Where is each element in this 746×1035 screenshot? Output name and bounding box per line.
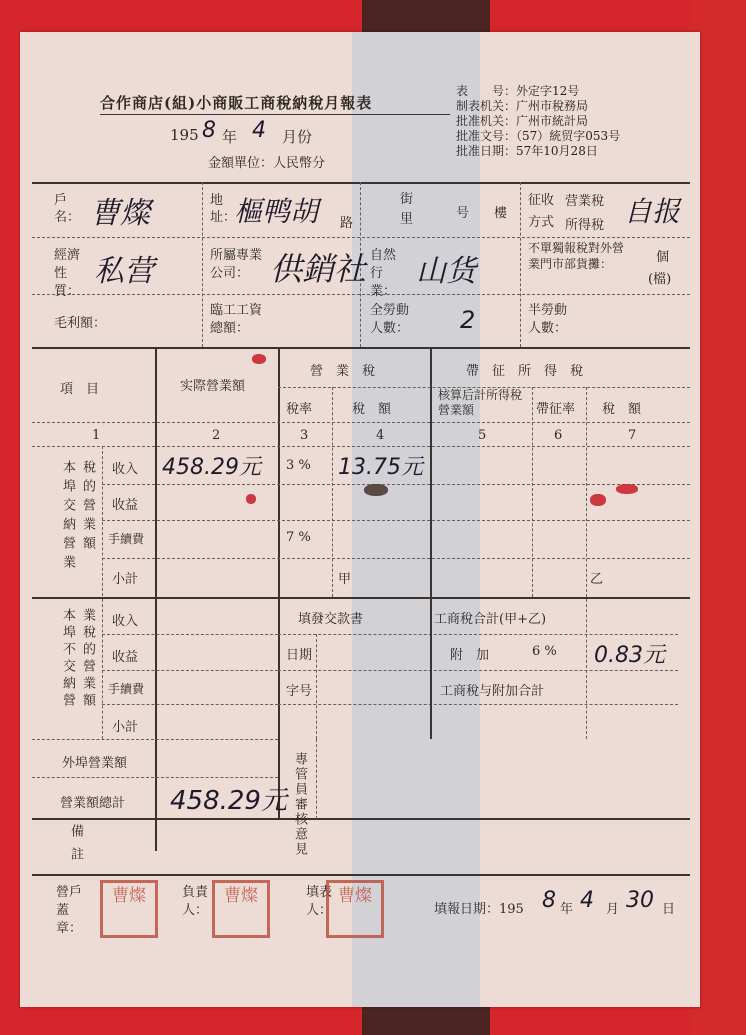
table-col-line [278, 349, 280, 819]
table-row-line [32, 818, 690, 820]
table-row-line [102, 484, 690, 485]
meta-line: 批准文号：（57）統贸字053号 [456, 129, 621, 143]
report-date-day: 30 [626, 888, 654, 913]
header-row-divider [32, 237, 690, 238]
table-row-line [32, 739, 278, 740]
row-income: 收入 [112, 462, 139, 477]
full-labor-label: 全勞動人數： [370, 303, 410, 336]
number-label: 号 [456, 206, 470, 221]
remarks-label: 備註 [68, 824, 83, 870]
section1-sublabel: 稅的營業額 [80, 460, 95, 555]
grand-total-label: 營業額總計 [60, 796, 126, 811]
meta-line: 批准日期：57年10月28日 [456, 144, 598, 158]
header-top-border [32, 182, 690, 184]
section1-label: 本埠交納營業 [60, 460, 75, 574]
stall-unit: 個 [656, 250, 670, 265]
table-bottom-border [32, 874, 690, 876]
row-fee: 手續費 [108, 532, 145, 546]
meta-line: 批准机关：广州市統計局 [456, 114, 589, 128]
income-tax-label: 所得稅 [565, 218, 605, 233]
col-number: 3 [300, 428, 309, 443]
section2-sublabel: 業稅的營業額 [80, 608, 95, 710]
table-row-line [102, 520, 690, 521]
report-date-year: 8 [542, 888, 556, 913]
red-ink-blot [616, 484, 638, 494]
title-underline [100, 114, 450, 115]
year-prefix: 195 [170, 126, 199, 144]
natural-industry-value: 山货 [416, 254, 476, 289]
col-number: 6 [554, 428, 563, 443]
rate-3: 3 % [286, 458, 311, 473]
fill-receipt-label: 填發交款書 [298, 612, 364, 627]
table-col-line [532, 387, 533, 597]
col-number: 5 [478, 428, 487, 443]
surcharge-rate: 6 % [532, 644, 557, 659]
table-col-line [586, 599, 587, 739]
table-section-border [32, 597, 690, 599]
table-col-line [155, 349, 157, 851]
mark-yi: 乙 [590, 572, 604, 587]
table-row-line [32, 422, 690, 423]
household-name-label: 戶名： [54, 193, 81, 225]
tax-plus-surcharge-label: 工商稅与附加合計 [440, 684, 545, 699]
currency-unit: 金額單位：人民幣分 [208, 156, 326, 171]
row-income: 收入 [112, 614, 139, 629]
temp-wages-label: 臨工工資總額： [210, 303, 263, 336]
meta-line: 制表机关：广州市稅務局 [456, 99, 589, 113]
table-col-line [102, 599, 103, 739]
table-row-line [102, 704, 278, 705]
economic-nature-value: 私营 [94, 254, 154, 289]
form-title: 合作商店(組)小商販工商稅納稅月報表 [100, 94, 373, 112]
street-label: 街里 [400, 192, 414, 227]
rate-7: 7 % [286, 530, 311, 545]
header-row-divider [32, 294, 690, 295]
stall-count-label: 不單獨報稅對外營業門市部貨攤： [528, 241, 625, 271]
economic-nature-label: 經濟性質： [54, 248, 81, 299]
report-date-year-label: 年 [560, 902, 574, 917]
table-row-line [278, 704, 678, 705]
table-top-border [32, 347, 690, 349]
household-name-value: 曹燦 [90, 196, 150, 231]
col-levy-amount: 稅 額 [602, 402, 642, 417]
natural-industry-label: 自然行業： [370, 248, 397, 299]
header-col-divider [520, 182, 521, 347]
serial-label: 字号 [286, 684, 313, 699]
year-label: 年 [222, 128, 238, 146]
tax-value: 13.75元 [338, 455, 423, 480]
table-col-line [430, 599, 432, 739]
col-levy-rate: 帶征率 [536, 402, 576, 417]
col-income-tax: 帶 征 所 得 稅 [466, 364, 584, 379]
surcharge-label: 附 加 [450, 648, 490, 663]
reviewer-label: 專管員審核意見 [292, 752, 307, 857]
form-filler-label: 填表人： [306, 885, 333, 918]
table-row-line [102, 558, 690, 559]
table-row-line [102, 670, 278, 671]
table-row-line [102, 634, 278, 635]
table-row-line [278, 634, 678, 635]
full-labor-value: 2 [460, 306, 476, 334]
address-value: 樞鸭胡 [234, 195, 319, 228]
business-tax-label: 营業稅 [565, 194, 605, 209]
half-labor-label: 半勞動人數： [528, 303, 568, 336]
table-col-line [586, 387, 587, 597]
report-date-month-label: 月 [606, 902, 620, 917]
levy-method-value: 自报 [624, 195, 681, 228]
total-tax-label: 工商稅合計(甲+乙) [434, 612, 547, 627]
row-fee: 手續費 [108, 682, 145, 696]
red-ink-blot [246, 494, 256, 504]
col-calc-revenue: 核算后計所得稅營業額 [438, 388, 523, 417]
row-subtotal: 小計 [112, 720, 139, 735]
col-number: 1 [92, 428, 101, 443]
stall-unit-alt: (檔) [648, 272, 672, 287]
section2-label: 本埠不交納營 [60, 608, 75, 710]
floor-label: 樓 [494, 206, 508, 221]
table-row-line [278, 670, 678, 671]
col-number: 4 [376, 428, 385, 443]
table-row-line [32, 446, 690, 447]
row-gain: 收益 [112, 498, 139, 513]
col-actual-revenue: 实際營業額 [180, 379, 246, 394]
red-seal-stamp: 曹燦 [212, 880, 270, 938]
month-label: 月份 [282, 128, 313, 146]
income-value: 458.29元 [162, 455, 261, 480]
red-seal-stamp: 曹燦 [100, 880, 158, 938]
row-gain: 收益 [112, 650, 139, 665]
red-seal-stamp: 曹燦 [326, 880, 384, 938]
col-number: 2 [212, 428, 221, 443]
red-ink-blot [252, 354, 266, 364]
ink-blot [364, 484, 388, 496]
responsible-person-label: 負責人： [182, 885, 209, 918]
red-ink-blot [590, 494, 606, 506]
table-row-line [32, 777, 278, 778]
road-label: 路 [340, 216, 354, 231]
col-tax-rate: 稅率 [286, 402, 313, 417]
report-date-prefix: 填報日期：195 [434, 902, 524, 917]
table-col-line [332, 387, 333, 597]
surcharge-value: 0.83元 [594, 643, 665, 668]
month-handwritten: 4 [252, 118, 266, 143]
table-col-line [102, 446, 103, 596]
meta-line: 表 号：外定字12号 [456, 84, 580, 98]
levy-method-label: 征收方式 [528, 193, 555, 230]
col-number: 7 [628, 428, 637, 443]
gross-profit-label: 毛利額： [54, 316, 107, 331]
household-seal-label: 營戶蓋章： [56, 885, 83, 936]
address-label: 地址： [210, 193, 237, 225]
grand-total-value: 458.29元 [170, 786, 287, 816]
report-date-day-label: 日 [662, 902, 676, 917]
mark-jia: 甲 [338, 572, 352, 587]
affiliated-company-value: 供銷社 [270, 250, 367, 288]
form-meta [456, 84, 620, 159]
table-col-line [316, 739, 317, 819]
report-date-month: 4 [580, 888, 594, 913]
outside-revenue-label: 外埠營業額 [62, 756, 128, 771]
tax-form-paper [20, 32, 700, 1007]
col-tax-amount: 稅 額 [352, 402, 392, 417]
header-col-divider [202, 182, 203, 347]
table-col-line [316, 634, 317, 739]
affiliated-company-label: 所屬專業公司： [210, 248, 263, 281]
col-item: 項 目 [60, 382, 100, 397]
date-label: 日期 [286, 648, 313, 663]
row-subtotal: 小計 [112, 572, 139, 587]
col-business-tax: 營 業 稅 [310, 364, 376, 379]
year-handwritten: 8 [202, 118, 216, 143]
